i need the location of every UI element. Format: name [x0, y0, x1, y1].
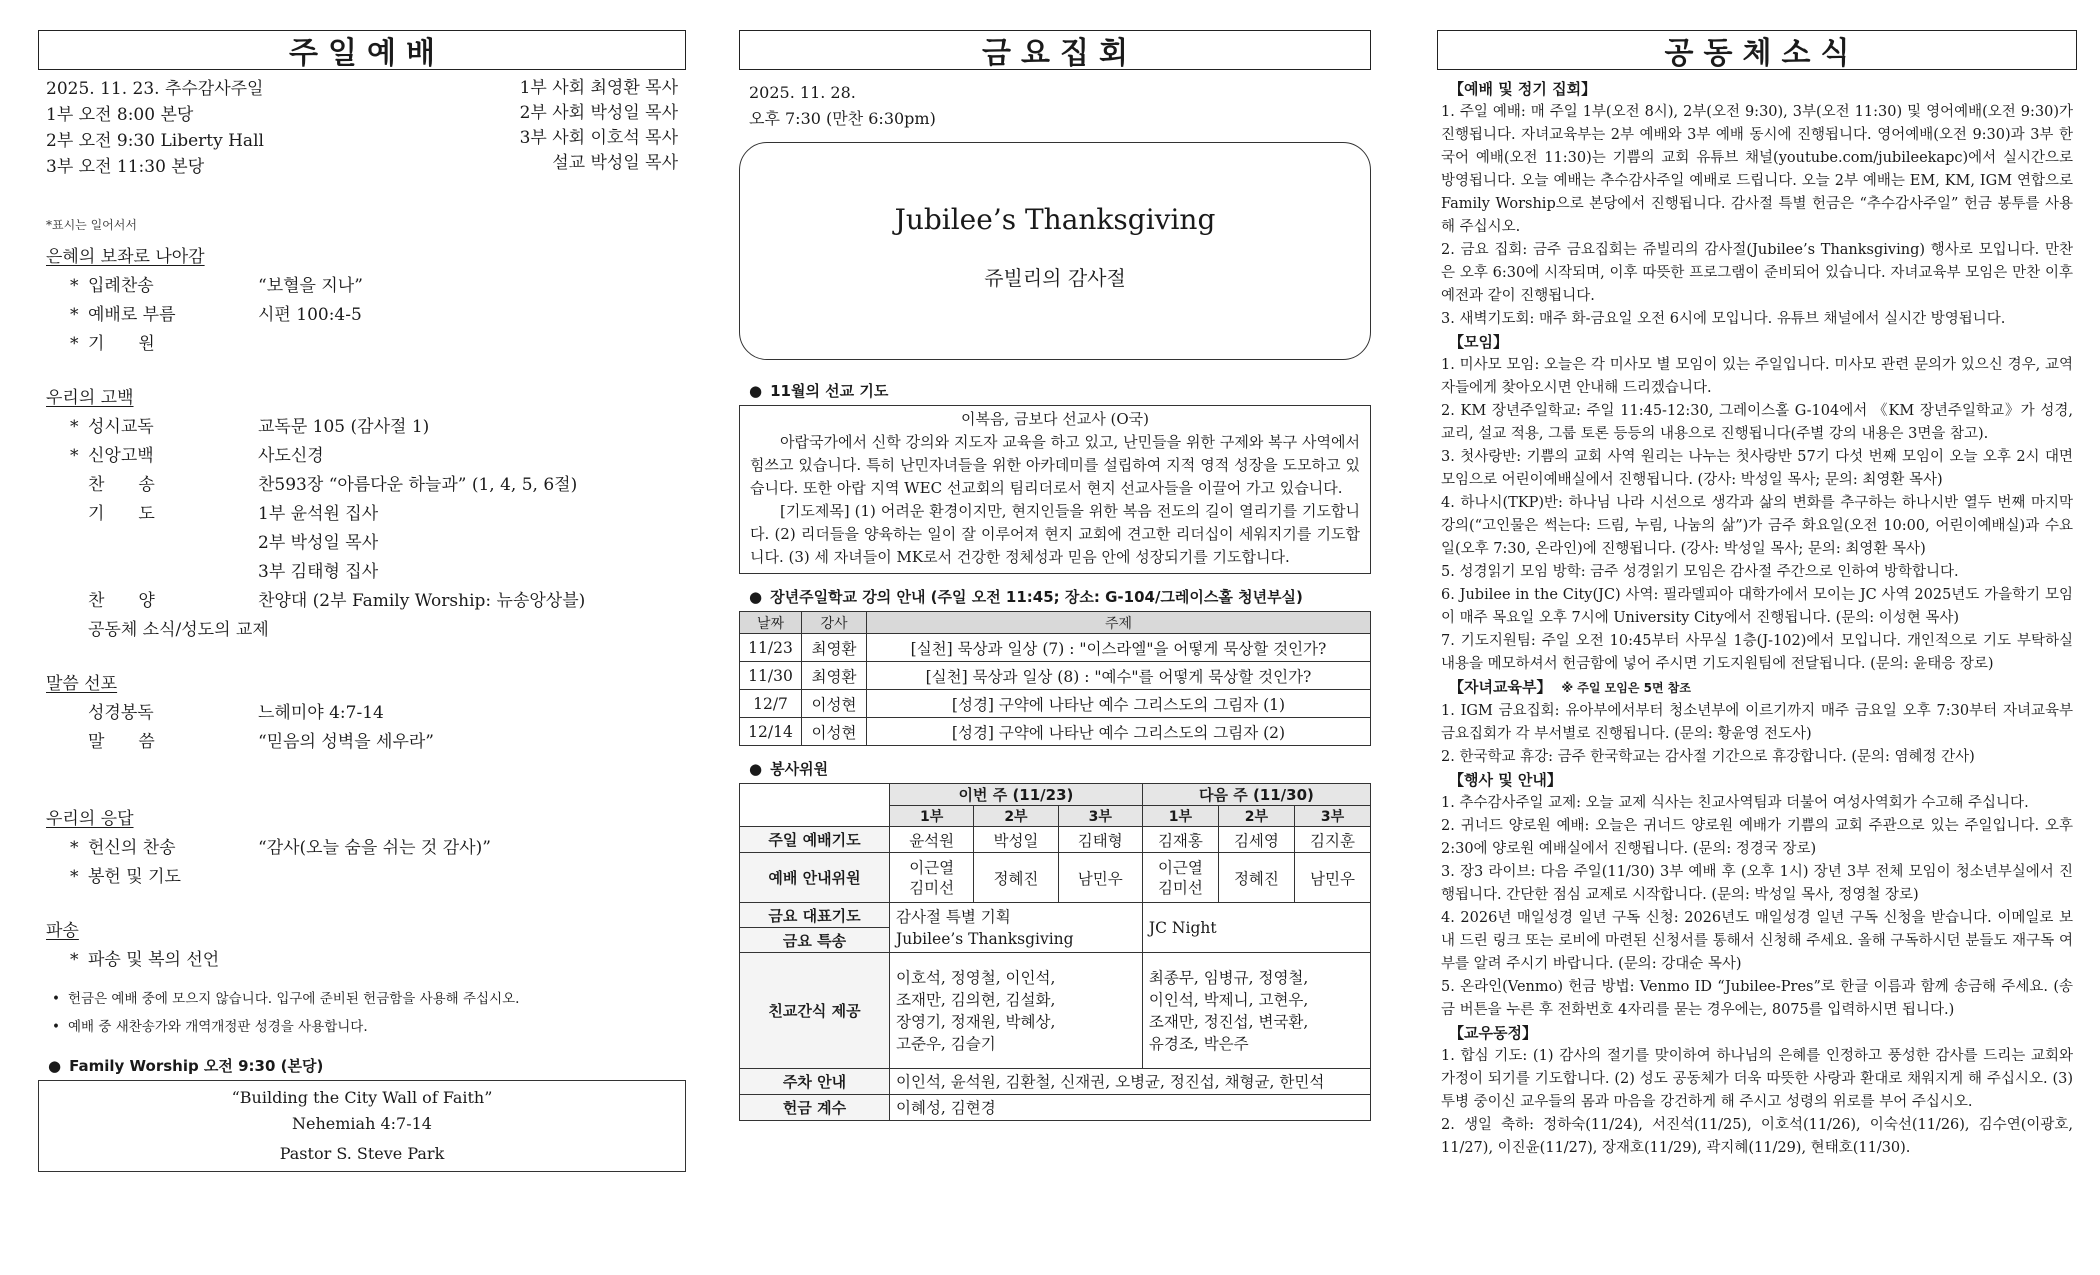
order-item-value: 교독문 105 (감사절 1)	[258, 417, 430, 437]
fw-scripture: Nehemiah 4:7-14	[292, 1114, 432, 1133]
order-list	[38, 699, 686, 757]
order-item	[38, 728, 686, 757]
order-item	[38, 699, 686, 728]
news-item: 3. 장3 라이브: 다음 주일(11/30) 3부 예배 후 (오후 1시) 장년 3부 전체 모임이 청소년부실에서 진행됩니다. 간단한 점심 교제로 시작합니다. (문의: 박성일 목사, 정영철 장로)	[1441, 864, 2073, 903]
leader: 설교 박성일 목사	[552, 153, 678, 173]
news-section-title: 【행사 및 안내】	[1449, 771, 1562, 789]
order-item	[38, 529, 686, 558]
leader: 2부 사회 박성일 목사	[519, 103, 678, 123]
order-item-name: 헌신의 찬송	[88, 838, 176, 858]
cell: 남민우	[1058, 853, 1142, 903]
cell: 정혜진	[974, 853, 1058, 903]
service-time: 2부 오전 9:30 Liberty Hall	[46, 131, 264, 151]
standing-mark: *	[70, 334, 79, 354]
order-item-name: 말 씀	[88, 732, 155, 752]
order-item	[38, 587, 686, 616]
friday-time: 오후 7:30 (만찬 6:30pm)	[749, 109, 936, 128]
order-item-name: 기 원	[88, 334, 155, 354]
news-section-title	[1449, 676, 2077, 700]
standing-mark: *	[70, 838, 79, 858]
cell: 남민우	[1294, 853, 1370, 903]
table-row	[740, 662, 1371, 690]
order-item	[38, 500, 686, 529]
leader: 1부 사회 최영환 목사	[519, 78, 678, 98]
standing-mark: *	[70, 867, 79, 887]
note-item: • 헌금은 예배 중에 모으지 않습니다. 입구에 준비된 헌금함을 사용해 주십시오.	[68, 985, 686, 1013]
order-item-name: 공동체 소식/성도의 교제	[88, 620, 269, 640]
friday-info	[749, 80, 1371, 132]
order-item-name: 찬 양	[88, 591, 155, 611]
row-label: 예배 안내위원	[740, 853, 890, 903]
cell: 김세영	[1218, 827, 1294, 853]
lecture-speaker: 이성현	[802, 690, 867, 718]
order-item-value: “보혈을 지나”	[258, 276, 363, 296]
order-item-name: 봉헌 및 기도	[88, 867, 181, 887]
news-item: 1. 미사모 모임: 오늘은 각 미사모 별 모임이 있는 주일입니다. 미사모 관련 문의가 있으신 경우, 교역자들에게 찾아오시면 안내해 드리겠습니다.	[1441, 357, 2073, 396]
lecture-topic: [실천] 묵상과 일상 (7) : "이스라엘"을 어떻게 묵상할 것인가?	[867, 634, 1371, 662]
part-header: 3부	[1058, 806, 1142, 827]
lecture-title: ● 장년주일학교 강의 안내 (주일 오전 11:45; 장소: G-104/그레이스홀 청년부실)	[749, 586, 1371, 607]
lecture-table	[739, 611, 1371, 746]
sunday-info	[38, 76, 686, 198]
cell: 이근열 김미선	[890, 853, 974, 903]
note-item: • 예배 중 새찬송가와 개역개정판 성경을 사용합니다.	[68, 1013, 686, 1041]
cell: 이혜성, 김현경	[890, 1095, 1371, 1121]
mission-description: 아랍국가에서 신학 강의와 지도자 교육을 하고 있고, 난민들을 위한 구제와 복구 사역에서 힘쓰고 있습니다. 특히 난민자녀들을 위한 아카데미를 설립하여 지적 영적 성장을 도모하고 있습니다. 또한 아랍 지역 WEC 선교회의 팀리더로서 현지 선교사들을 이끌어 가고 있습니다.	[750, 433, 1360, 497]
order-item-value: 느헤미야 4:7-14	[258, 703, 384, 723]
cell: JC Night	[1142, 903, 1370, 953]
order-item-name: 파송 및 복의 선언	[88, 950, 220, 970]
standing-mark: *	[70, 305, 79, 325]
news-section-title: 【모임】	[1449, 333, 1508, 351]
order-item-name: 입례찬송	[88, 276, 154, 296]
row-label: 헌금 계수	[740, 1095, 890, 1121]
news-item: 3. 첫사랑반: 기쁨의 교회 사역 원리는 나누는 첫사랑반 57기 다섯 번째 모임이 오늘 오후 2시 대면 모임으로 어린이예배실에서 진행됩니다. (강사: 박성일 목사; 문의: 최영환 목사)	[1441, 449, 2073, 488]
order-item	[38, 471, 686, 500]
section-title: 말씀 선포	[46, 674, 118, 694]
standing-mark: *	[70, 417, 79, 437]
part-header: 1부	[1142, 806, 1218, 827]
order-list	[38, 272, 686, 359]
row-label: 금요 대표기도	[740, 903, 890, 928]
news-item: 5. 성경읽기 모임 방학: 금주 성경읽기 모임은 감사절 주간으로 인하여 방학합니다.	[1441, 564, 1959, 580]
order-item	[38, 272, 686, 301]
cell: 박성일	[974, 827, 1058, 853]
mission-prayer-requests: [기도제목] (1) 어려운 환경이지만, 현지인들을 위한 복음 전도의 길이 열리기를 기도합니다. (2) 리더들을 양육하는 일이 잘 이루어져 현지 교회에 견고한 리더십이 세워지기를 기도합니다. (3) 세 자녀들이 MK로서 건강한 정체성과 믿음 안에 성장되기를 기도합니다.	[750, 502, 1360, 566]
order-item	[38, 946, 686, 975]
lecture-speaker: 최영환	[802, 634, 867, 662]
friday-date: 2025. 11. 28.	[749, 83, 856, 102]
leader: 3부 사회 이호석 목사	[519, 128, 678, 148]
mission-title: ● 11월의 선교 기도	[749, 380, 1371, 401]
cell: 정혜진	[1218, 853, 1294, 903]
news-body	[1437, 78, 2077, 1160]
news-section-title: 【교우동정】	[1449, 1024, 1537, 1042]
order-item-name: 성시교독	[88, 417, 154, 437]
lecture-speaker: 최영환	[802, 662, 867, 690]
section-title: 파송	[46, 921, 79, 941]
news-item: 2. 귀너드 양로원 예배: 오늘은 귀너드 양로원 예배가 기쁨의 교회 주관으로 있는 주일입니다. 오후 2:30에 양로원 예배실에서 진행됩니다. (문의: 정경국 장로)	[1441, 818, 2073, 857]
order-item-name: 예배로 부름	[88, 305, 176, 325]
news-item: 5. 온라인(Venmo) 헌금 방법: Venmo ID “Jubilee-Pres”로 한글 이름과 함께 송금해 주세요. (송금 버튼을 누른 후 전화번호 4자리를 묻는 경우에는, 8075를 입력하시면 됩니다.)	[1441, 979, 2073, 1018]
cell: 김태형	[1058, 827, 1142, 853]
lecture-speaker: 이성현	[802, 718, 867, 746]
worship-notes	[68, 985, 686, 1041]
order-item-name: 성경봉독	[88, 703, 154, 723]
row-label: 주일 예배기도	[740, 827, 890, 853]
date-line: 2025. 11. 23. 추수감사주일	[46, 79, 264, 99]
row-label: 친교간식 제공	[740, 953, 890, 1069]
news-item: 7. 기도지원팀: 주일 오전 10:45부터 사무실 1층(J-102)에서 모입니다. 개인적으로 기도 부탁하실 내용을 메모하셔서 헌금함에 넣어 주시면 기도지원팀에 전달됩니다. (문의: 윤태응 장로)	[1441, 633, 2073, 672]
part-header: 1부	[890, 806, 974, 827]
news-item: 4. 2026년 매일성경 일년 구독 신청: 2026년도 매일성경 일년 구독 신청을 받습니다. 이메일로 보내 드린 링크 또는 로비에 마련된 신청서를 통해서 신청해 주세요. 올해 구독하시던 분들도 재구독 여부를 알려 주시기 바랍니다. (문의: 강대순 목사)	[1441, 910, 2073, 972]
news-item: 2. KM 장년주일학교: 주일 11:45-12:30, 그레이스홀 G-104에서 《KM 장년주일학교》가 성경, 교리, 설교 적용, 그룹 토론 등등의 내용으로 진행됩니다(주별 강의 내용은 3면을 참고).	[1441, 403, 2073, 442]
event-title-ko: 쥬빌리의 감사절	[984, 266, 1126, 290]
standing-mark: *	[70, 950, 79, 970]
col-topic: 주제	[867, 612, 1371, 634]
lecture-topic: [성경] 구약에 나타난 예수 그리스도의 그림자 (2)	[867, 718, 1371, 746]
news-item: 2. 금요 집회: 금주 금요집회는 쥬빌리의 감사절(Jubilee’s Thanksgiving) 행사로 모입니다. 만찬은 오후 6:30에 시작되며, 이후 따뜻한 프로그램이 준비되어 있습니다. 자녀교육부 모임은 만찬 이후 예전과 같이 진행됩니다.	[1441, 242, 2073, 304]
this-week-header: 이번 주 (11/23)	[890, 784, 1143, 806]
standing-note: *표시는 일어서서	[46, 218, 137, 232]
service-leaders	[520, 76, 678, 176]
service-time: 1부 오전 8:00 본당	[46, 105, 194, 125]
order-list	[38, 413, 686, 645]
order-item-value: 찬593장 “아름다운 하늘과” (1, 4, 5, 6절)	[258, 475, 578, 495]
order-item-name: 기 도	[88, 504, 155, 524]
order-item	[38, 834, 686, 863]
lecture-date: 11/30	[740, 662, 802, 690]
order-item	[38, 442, 686, 471]
lecture-date: 12/14	[740, 718, 802, 746]
order-item-value: 찬양대 (2부 Family Worship: 뉴송앙상블)	[258, 591, 586, 611]
news-section-label: 【자녀교육부】	[1449, 678, 1552, 696]
community-news-column	[1437, 30, 2077, 1160]
row-label: 주차 안내	[740, 1069, 890, 1095]
news-item: 3. 새벽기도회: 매주 화-금요일 오전 6시에 모입니다. 유튜브 채널에서 실시간 방영됩니다.	[1441, 311, 2006, 327]
order-item-value: “감사(오늘 숨을 쉬는 것 감사)”	[258, 838, 491, 858]
order-item	[38, 863, 686, 892]
order-item-value: 사도신경	[258, 446, 324, 466]
table-row	[740, 634, 1371, 662]
cell: 이인석, 윤석원, 김환철, 신재권, 오병균, 정진섭, 채형균, 한민석	[890, 1069, 1371, 1095]
news-item: 4. 하나시(TKP)반: 하나님 나라 시선으로 생각과 삶의 변화를 추구하는 하나시반 열두 번째 마지막 강의(“고인물은 썩는다: 드림, 누림, 나눔의 삶”)가 금주 화요일(오전 10:00, 어린이예배실)과 수요일(오후 7:30, 온라인)에 진행됩니다. (강사: 박성일 목사; 문의: 최영환 목사)	[1441, 495, 2073, 557]
table-row	[740, 690, 1371, 718]
community-news-header: 공동체소식	[1437, 30, 2077, 70]
news-section-note: ※ 주일 모임은 5면 참조	[1561, 681, 1691, 695]
cell: 김재홍	[1142, 827, 1218, 853]
fw-sermon-title: “Building the City Wall of Faith”	[231, 1088, 493, 1107]
lecture-date: 12/7	[740, 690, 802, 718]
order-item	[38, 616, 686, 645]
news-item: 1. 추수감사주일 교제: 오늘 교제 식사는 친교사역팀과 더불어 여성사역회가 수고해 주십니다.	[1441, 795, 2029, 811]
cell: 이호석, 정영철, 이인석, 조재만, 김의현, 김설화, 장영기, 정재원, 박혜상, 고준우, 김슬기	[890, 953, 1143, 1069]
lecture-topic: [실천] 묵상과 일상 (8) : "예수"를 어떻게 묵상할 것인가?	[867, 662, 1371, 690]
order-item-name: 찬 송	[88, 475, 155, 495]
volunteer-table	[739, 783, 1371, 1121]
cell: 김지훈	[1294, 827, 1370, 853]
part-header: 2부	[1218, 806, 1294, 827]
event-box	[739, 142, 1371, 360]
standing-mark: *	[70, 446, 79, 466]
news-section-title: 【예배 및 정기 집회】	[1449, 80, 1597, 98]
friday-meeting-header: 금요집회	[739, 30, 1371, 70]
event-title-en: Jubilee’s Thanksgiving	[894, 203, 1216, 236]
family-worship-box	[38, 1080, 686, 1172]
lecture-date: 11/23	[740, 634, 802, 662]
news-item: 2. 생일 축하: 정하숙(11/24), 서진석(11/25), 이호석(11/26), 이숙선(11/26), 김수연(이광호, 11/27), 이진윤(11/27), 장재호(11/29), 곽지혜(11/29), 현태호(11/30).	[1441, 1117, 2073, 1156]
order-item-value: “믿음의 성벽을 세우라”	[258, 732, 434, 752]
standing-mark: *	[70, 276, 79, 296]
news-item: 6. Jubilee in the City(JC) 사역: 필라델피아 대학가에서 모이는 JC 사역 2025년도 가을학기 모임이 매주 목요일 오후 7시에 University City에서 진행됩니다. (문의: 이성현 목사)	[1441, 587, 2073, 626]
row-label: 금요 특송	[740, 928, 890, 953]
friday-meeting-column	[739, 30, 1371, 1121]
col-speaker: 강사	[802, 612, 867, 634]
news-item: 1. 합심 기도: (1) 감사의 절기를 맞이하여 하나님의 은혜를 인정하고 풍성한 감사를 드리는 교회와 가정이 되기를 기도합니다. (2) 성도 공동체가 더욱 따뜻한 사랑과 환대로 채워지게 해 주십시오. (3) 투병 중이신 교우들의 몸과 마음을 강건하게 해 주시고 성령의 위로를 부어 주십시오.	[1441, 1048, 2073, 1110]
mission-prayer-box	[739, 405, 1371, 574]
news-item: 2. 한국학교 휴강: 금주 한국학교는 감사절 기간으로 휴강합니다. (문의: 염혜정 간사)	[1441, 749, 1975, 765]
cell: 감사절 특별 기획 Jubilee’s Thanksgiving	[890, 903, 1143, 953]
table-row	[740, 718, 1371, 746]
cell: 이근열 김미선	[1142, 853, 1218, 903]
order-list	[38, 834, 686, 892]
order-list	[38, 946, 686, 975]
service-times	[46, 76, 264, 180]
next-week-header: 다음 주 (11/30)	[1142, 784, 1370, 806]
cell: 윤석원	[890, 827, 974, 853]
part-header: 3부	[1294, 806, 1370, 827]
news-item: 1. 주일 예배: 매 주일 1부(오전 8시), 2부(오전 9:30), 3부(오전 11:30) 및 영어예배(오전 9:30)가 진행됩니다. 자녀교육부는 2부 예배와 3부 예배 동시에 진행됩니다. 영어예배(오전 9:30)과 3부 한국어 예배(오전 11:30)는 기쁨의 교회 유튜브 채널(youtube.com/jubileekapc)에서 실시간으로 방영됩니다. 오늘 예배는 추수감사주일 예배로 드립니다. 오늘 2부 예배는 EM, KM, IGM 연합으로 Family Worship으로 본당에서 진행됩니다. 감사절 특별 헌금은 “추수감사주일” 헌금 봉투를 사용해 주십시오.	[1441, 104, 2073, 235]
part-header: 2부	[974, 806, 1058, 827]
order-item	[38, 301, 686, 330]
cell: 최종무, 임병규, 정영철, 이인석, 박제니, 고현우, 조재만, 정진섭, 변국환, 유경조, 박은주	[1142, 953, 1370, 1069]
section-title: 우리의 고백	[46, 388, 134, 408]
order-item-value: 2부 박성일 목사	[258, 533, 379, 553]
col-date: 날짜	[740, 612, 802, 634]
section-title: 은혜의 보좌로 나아감	[46, 247, 205, 267]
section-title: 우리의 응답	[46, 809, 134, 829]
family-worship-title: ● Family Worship 오전 9:30 (본당)	[48, 1055, 686, 1076]
lecture-topic: [성경] 구약에 나타난 예수 그리스도의 그림자 (1)	[867, 690, 1371, 718]
sunday-worship-header: 주일예배	[38, 30, 686, 70]
fw-preacher: Pastor S. Steve Park	[279, 1144, 445, 1163]
news-item: 1. IGM 금요집회: 유아부에서부터 청소년부에 이르기까지 매주 금요일 오후 7:30부터 자녀교육부 금요집회가 각 부서별로 진행됩니다. (문의: 황윤영 전도사)	[1441, 703, 2073, 742]
order-item-name: 신앙고백	[88, 446, 154, 466]
missionary-name: 이복음, 금보다 선교사 (O국)	[961, 410, 1149, 428]
serve-title: ● 봉사위원	[749, 758, 1371, 779]
sunday-worship-column	[38, 30, 686, 1172]
order-item	[38, 558, 686, 587]
order-item-value: 시편 100:4-5	[258, 305, 362, 325]
service-time: 3부 오전 11:30 본당	[46, 157, 205, 177]
order-item-value: 3부 김태형 집사	[258, 562, 379, 582]
order-item	[38, 330, 686, 359]
order-item-value: 1부 윤석원 집사	[258, 504, 379, 524]
order-item	[38, 413, 686, 442]
